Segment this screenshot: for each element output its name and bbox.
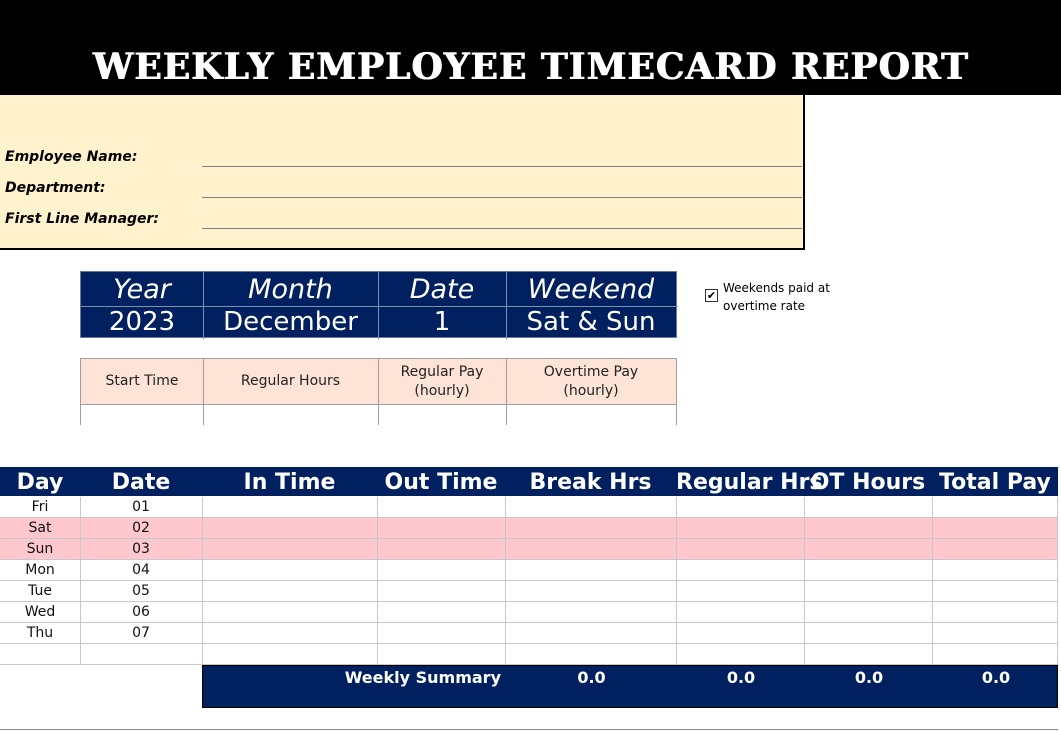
weekly-summary-bar — [202, 665, 1058, 708]
grid-line — [505, 497, 506, 665]
period-block — [80, 271, 677, 338]
department-underline — [202, 197, 802, 198]
overtime-pay-header: Overtime Pay (hourly) — [506, 359, 676, 404]
row-date: 05 — [132, 583, 150, 599]
row-day: Sun — [26, 541, 54, 557]
row-date: 07 — [132, 625, 150, 641]
pay-divider — [203, 359, 204, 425]
period-row-divider — [81, 306, 678, 307]
col-ot-hours: OT Hours — [810, 470, 926, 495]
bottom-border — [0, 729, 1058, 730]
weekend-overtime-checkbox[interactable]: ✔ — [706, 289, 717, 302]
grid-line — [377, 497, 378, 665]
employee-name-underline — [202, 166, 802, 167]
report-title: WEEKLY EMPLOYEE TIMECARD REPORT — [92, 46, 969, 88]
title-bar — [0, 0, 1061, 95]
col-regular-hrs: Regular Hrs — [676, 470, 823, 495]
table-row — [0, 560, 1058, 581]
year-header: Year — [113, 274, 171, 305]
weekend-header: Weekend — [527, 274, 655, 305]
row-date: 03 — [132, 541, 150, 557]
grid-line — [932, 497, 933, 665]
row-day: Mon — [25, 562, 55, 578]
regular-hours-input[interactable] — [203, 404, 378, 425]
overtime-pay-input[interactable] — [506, 404, 676, 425]
manager-underline — [202, 228, 802, 229]
regular-hours-header: Regular Hours — [203, 359, 378, 404]
col-date: Date — [111, 470, 171, 495]
table-row — [0, 644, 1058, 665]
pay-divider — [378, 359, 379, 425]
department-field[interactable] — [206, 176, 796, 198]
table-row — [0, 602, 1058, 623]
timecard-header — [0, 467, 1058, 496]
weekend-value[interactable]: Sat & Sun — [526, 307, 656, 337]
employee-name-label: Employee Name: — [5, 149, 138, 165]
row-date: 04 — [132, 562, 150, 578]
date-header: Date — [409, 274, 475, 305]
row-day: Sat — [28, 520, 52, 536]
month-header: Month — [248, 274, 333, 305]
weekly-summary-label: Weekly Summary — [344, 668, 501, 687]
grid-line — [202, 497, 203, 665]
grid-line — [0, 517, 1058, 518]
date-value[interactable]: 1 — [433, 307, 451, 337]
table-row — [0, 518, 1058, 539]
row-date: 01 — [132, 499, 150, 515]
col-in-time: In Time — [243, 470, 336, 495]
start-time-header: Start Time — [81, 359, 203, 404]
grid-line — [0, 580, 1058, 581]
grid-line — [0, 622, 1058, 623]
grid-line — [804, 497, 805, 665]
row-day — [0, 644, 80, 665]
row-day: Wed — [24, 604, 56, 620]
grid-line — [0, 538, 1058, 539]
weekend-overtime-label: Weekends paid at overtime rate — [723, 281, 830, 313]
summary-regular-hrs: 0.0 — [726, 668, 756, 687]
table-row — [0, 581, 1058, 602]
grid-line — [0, 559, 1058, 560]
month-value[interactable]: December — [223, 307, 358, 337]
manager-label: First Line Manager: — [5, 211, 160, 227]
employee-info-panel — [0, 95, 805, 250]
manager-field[interactable] — [206, 207, 796, 229]
row-day: Tue — [28, 583, 52, 599]
col-out-time: Out Time — [384, 470, 498, 495]
pay-settings-table — [80, 358, 677, 425]
department-label: Department: — [5, 180, 106, 196]
employee-name-field[interactable] — [206, 145, 796, 167]
table-row — [0, 623, 1058, 644]
row-date: 06 — [132, 604, 150, 620]
year-value[interactable]: 2023 — [108, 307, 176, 337]
summary-break-hrs: 0.0 — [577, 668, 606, 687]
grid-line — [1057, 497, 1058, 665]
col-day: Day — [16, 470, 64, 495]
row-date — [80, 644, 202, 665]
grid-line — [0, 643, 1058, 644]
table-row — [0, 539, 1058, 560]
grid-line — [0, 601, 1058, 602]
grid-line — [80, 497, 81, 665]
regular-pay-header: Regular Pay (hourly) — [378, 359, 506, 404]
regular-pay-input[interactable] — [378, 404, 506, 425]
table-row — [0, 497, 1058, 518]
col-break-hrs: Break Hrs — [529, 470, 652, 495]
row-date: 02 — [132, 520, 150, 536]
row-day: Thu — [26, 625, 54, 641]
row-day: Fri — [31, 499, 49, 515]
col-total-pay: Total Pay — [939, 470, 1051, 495]
pay-row-divider — [81, 404, 676, 405]
grid-line — [676, 497, 677, 665]
start-time-input[interactable] — [81, 404, 203, 425]
summary-ot-hours: 0.0 — [854, 668, 884, 687]
pay-divider — [506, 359, 507, 425]
summary-total-pay: 0.0 — [981, 668, 1011, 687]
